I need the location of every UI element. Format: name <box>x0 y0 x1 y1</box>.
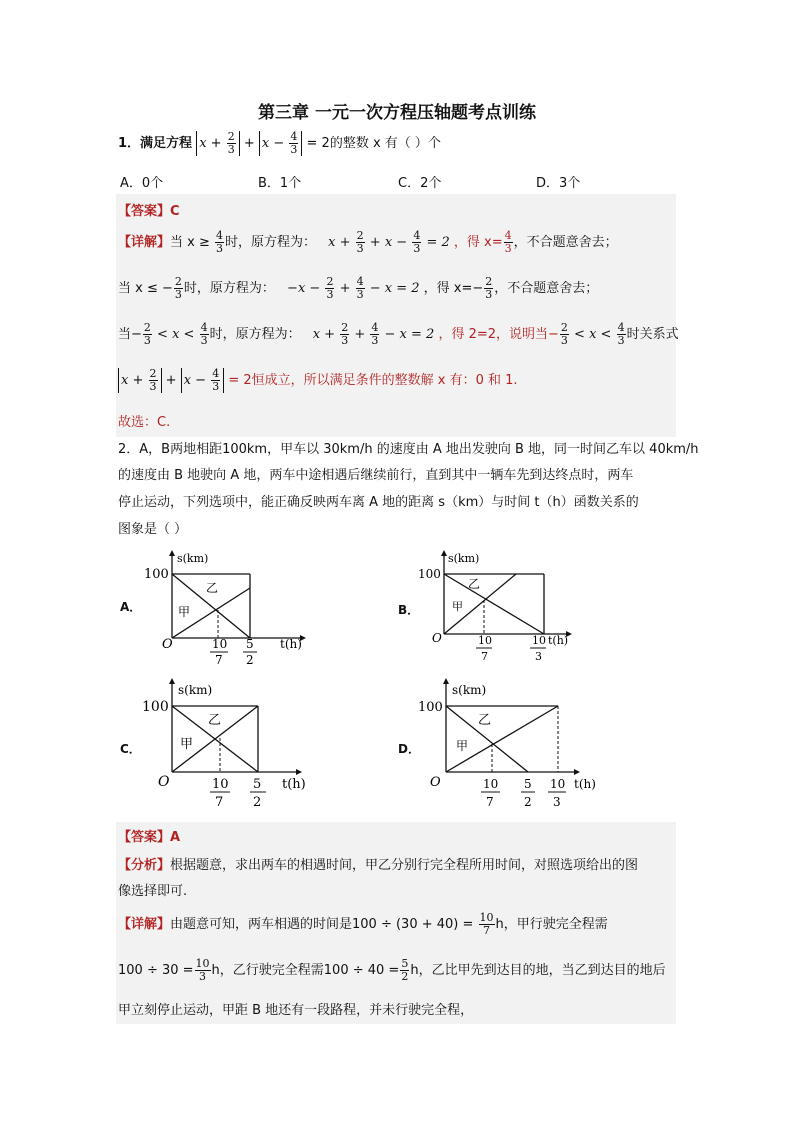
svg-text:s(km): s(km) <box>178 683 213 697</box>
graph-c <box>140 676 310 816</box>
svg-text:2: 2 <box>524 795 532 809</box>
svg-text:3: 3 <box>535 650 542 663</box>
svg-text:s(km): s(km) <box>177 552 209 565</box>
q2-line4: 图象是（ ） <box>118 522 188 537</box>
q1-detail-line3: 当− $\frac{2}{3}$ < x < $\frac{4}{3}$ 时，原方程为： x + $\frac{2}{3}$ + $\frac{4}{3}$ − x = 2 ，得 2=2，说明当− $\frac{2}{3}$ < x < $\frac{4}{3}$ 时关系式 <box>118 321 679 347</box>
svg-text:O: O <box>430 775 441 790</box>
svg-text:t(h): t(h) <box>280 637 302 651</box>
svg-text:10: 10 <box>478 634 492 647</box>
q1-option-d: D．3个 <box>536 176 581 191</box>
svg-text:乙: 乙 <box>206 581 219 595</box>
svg-text:t(h): t(h) <box>548 634 569 647</box>
graph-b <box>416 548 586 668</box>
svg-text:10: 10 <box>212 637 228 651</box>
q2-analysis-line2: 像选择即可. <box>118 884 188 899</box>
q1-option-b: B．1个 <box>258 176 302 191</box>
svg-text:10: 10 <box>212 777 229 792</box>
svg-text:7: 7 <box>215 795 224 810</box>
abs-expression-2: x − $\frac{4}{3}$ <box>259 131 303 156</box>
svg-text:t(h): t(h) <box>282 777 306 792</box>
page-title: 第三章 一元一次方程压轴题考点训练 <box>258 103 536 123</box>
q1-choose: 故选：C. <box>118 415 171 430</box>
q2-answer: 【答案】A <box>118 830 181 845</box>
svg-text:7: 7 <box>215 653 223 667</box>
q2-detail-line3: 甲立刻停止运动，甲距 B 地还有一段路程，并未行驶完全程， <box>118 1003 474 1018</box>
svg-text:2: 2 <box>253 795 262 810</box>
svg-text:甲: 甲 <box>180 737 194 752</box>
abs-expression-1: x + $\frac{2}{3}$ <box>196 131 240 156</box>
svg-text:甲: 甲 <box>456 739 469 753</box>
q2-line2: 的速度由 B 地驶向 A 地，两车中途相遇后继续前行，直到其中一辆车先到达终点时，两车 <box>118 468 634 483</box>
svg-text:100: 100 <box>418 700 443 715</box>
q2-detail-line2: 100 ÷ 30 = $\frac{10}{3}$ h，乙行驶完全程需100 ÷ 40 = $\frac{5}{2}$ h，乙比甲先到达目的地，当乙到达目的地后 <box>118 957 666 983</box>
q1-stem: 1．满足方程 x + $\frac{2}{3}$ + x − $\frac{4}{3}$ = 2的整数 x 有（ ）个 <box>118 130 441 156</box>
svg-text:5: 5 <box>524 777 532 791</box>
graph-b-label: B． <box>398 603 420 617</box>
svg-text:乙: 乙 <box>468 577 481 591</box>
graph-a <box>140 548 310 670</box>
svg-text:10: 10 <box>483 777 499 791</box>
svg-text:10: 10 <box>532 634 546 647</box>
svg-text:5: 5 <box>246 637 254 651</box>
svg-text:O: O <box>158 774 170 790</box>
svg-text:s(km): s(km) <box>452 683 487 697</box>
svg-text:100: 100 <box>144 567 169 582</box>
q1-detail-line4: x + $\frac{2}{3}$ + x − $\frac{4}{3}$ = 2恒成立，所以满足条件的整数解 x 有：0 和 1. <box>118 368 518 393</box>
svg-text:乙: 乙 <box>208 713 222 728</box>
q2-line3: 停止运动，下列选项中，能正确反映两车离 A 地的距离 s（km）与时间 t（h）函数关系的 <box>118 495 639 510</box>
q1-detail-line2: 当 x ≤ − $\frac{2}{3}$ 时，原方程为： −x − $\frac{2}{3}$ + $\frac{4}{3}$ − x = 2 ，得 x=− $\frac{2}{3}$ ，不合题意舍去； <box>118 275 599 301</box>
svg-text:5: 5 <box>253 777 262 792</box>
graph-d <box>416 676 596 816</box>
svg-text:O: O <box>432 631 442 645</box>
svg-text:2: 2 <box>246 653 254 667</box>
svg-text:O: O <box>162 637 173 652</box>
svg-text:7: 7 <box>486 795 494 809</box>
svg-text:s(km): s(km) <box>448 552 480 565</box>
q1-option-a: A．0个 <box>120 176 164 191</box>
svg-text:100: 100 <box>418 567 441 581</box>
graph-c-label: C． <box>120 742 141 756</box>
q2-analysis-line1: 【分析】根据题意，求出两车的相遇时间，甲乙分别行完全程所用时间，对照选项给出的图 <box>118 858 639 873</box>
svg-text:100: 100 <box>142 699 169 715</box>
svg-text:3: 3 <box>553 795 561 809</box>
graph-a-label: A． <box>120 600 142 614</box>
svg-text:甲: 甲 <box>178 605 191 619</box>
q2-line1: 2．A，B两地相距100km，甲车以 30km/h 的速度由 A 地出发驶向 B 地，同一时间乙车以 40km/h <box>118 442 699 457</box>
svg-text:甲: 甲 <box>452 600 463 613</box>
q1-answer: 【答案】C <box>118 204 180 219</box>
graph-d-label: D． <box>398 742 420 756</box>
svg-text:7: 7 <box>481 650 488 663</box>
q2-detail-line1: 【详解】由题意可知，两车相遇的时间是100 ÷ (30 + 40) = $\frac{10}{7}$ h，甲行驶完全程需 <box>118 911 608 937</box>
q1-option-c: C．2个 <box>398 176 442 191</box>
svg-text:t(h): t(h) <box>574 777 596 791</box>
svg-text:乙: 乙 <box>478 713 492 728</box>
svg-text:10: 10 <box>550 777 566 791</box>
q1-detail-line1: 【详解】当 x ≥ $\frac{4}{3}$ 时，原方程为： x + $\frac{2}{3}$ + x − $\frac{4}{3}$ = 2 ，得 x= $\frac{4}{3}$ ，不合题意舍去； <box>118 229 618 255</box>
